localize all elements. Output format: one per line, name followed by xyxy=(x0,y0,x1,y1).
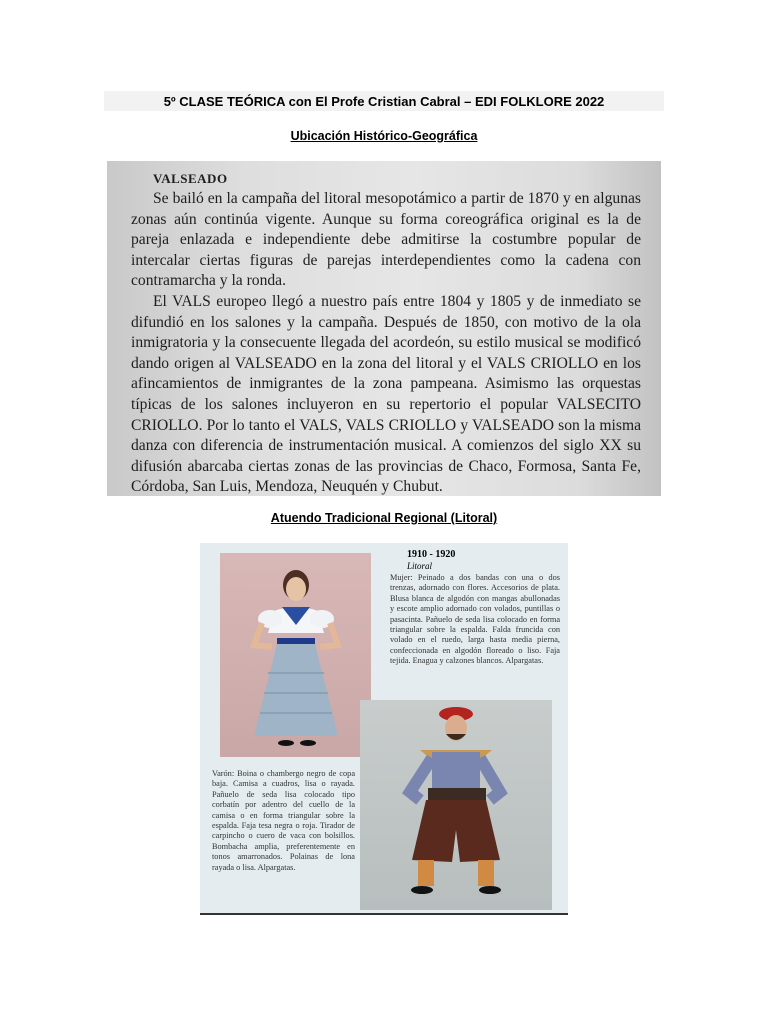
woman-costume-photo xyxy=(220,553,371,757)
woman-costume-description: Mujer: Peinado a dos bandas con una o dos trenzas, adornado con flores. Accesorios de plata. Blusa blanca de algodón con mangas abullonadas y escote amplio adornado con volados, puntillas o pasacinta. Pañuelo de seda lisa colocado en forma triangular sobre la espalda. Falda fruncida con volado en el ruedo, larga hasta media pierna, confeccionada en algodón floreado o liso. Faja tejida. Enagua y calzones blancos. Alpargatas. xyxy=(390,573,560,666)
plate-region: Litoral xyxy=(407,561,433,571)
excerpt-paragraph-1: Se bailó en la campaña del litoral mesopotámico a partir de 1870 y en algunas zonas aún continúa vigente. Aunque su forma coreográfica original es la de pareja enlazada e independiente debe admitirse la costumbre popular de intercalar ciertas figuras de parejas interdependientes como la cadena con contramarcha y la ronda. xyxy=(131,190,641,290)
section-heading-location: Ubicación Histórico-Geográfica xyxy=(290,129,478,143)
plate-bottom-border xyxy=(200,913,568,915)
plate-years: 1910 - 1920 xyxy=(407,549,456,560)
document-title: 5º CLASE TEÓRICA con El Profe Cristian Cabral – EDI FOLKLORE 2022 xyxy=(163,93,605,109)
excerpt-title: VALSEADO xyxy=(153,171,228,186)
man-costume-description: Varón: Boina o chambergo negro de copa baja. Camisa a cuadros, lisa o rayada. Pañuelo de seda lisa colocado tipo corbatín por adentro del cuello de la camisa o en forma triangular sobre la espalda. Faja tesa negra o roja. Tirador de carpincho o cuero de vaca con bolsillos. Bombacha amplia, preferentemente en tonos amarronados. Polainas de lona rayada o lisa. Alpargatas. xyxy=(212,769,355,872)
header-bar xyxy=(104,91,664,111)
costume-plate xyxy=(200,543,568,915)
excerpt-paragraph-2: El VALS europeo llegó a nuestro país entre 1804 y 1805 y de inmediato se difundió en los salones y la campaña. Después de 1850, con motivo de la ola inmigratoria y la consecuente llegada del acordeón, su estilo musical se modificó dando origen al VALSEADO en la zona del litoral y el VALS CRIOLLO en los afincamientos de inmigrantes de la zona pampeana. Asimismo las orquestas típicas de los salones incluyeron en su repertorio el popular VALSECITO CRIOLLO. Por lo tanto el VALS, VALS CRIOLLO y VALSEADO son la misma danza con diferencia de instrumentación musical. A comienzos del siglo XX su difusión abarcaba ciertas zonas de las provincias de Chaco, Formosa, Santa Fe, Córdoba, San Luis, Mendoza, Neuquén y Chubut. xyxy=(131,292,641,496)
man-figure-illustration xyxy=(360,700,552,910)
woman-figure-illustration xyxy=(220,553,371,757)
section-heading-costume: Atuendo Tradicional Regional (Litoral) xyxy=(270,511,498,525)
book-excerpt-scan xyxy=(107,161,661,496)
man-costume-photo xyxy=(360,700,552,910)
